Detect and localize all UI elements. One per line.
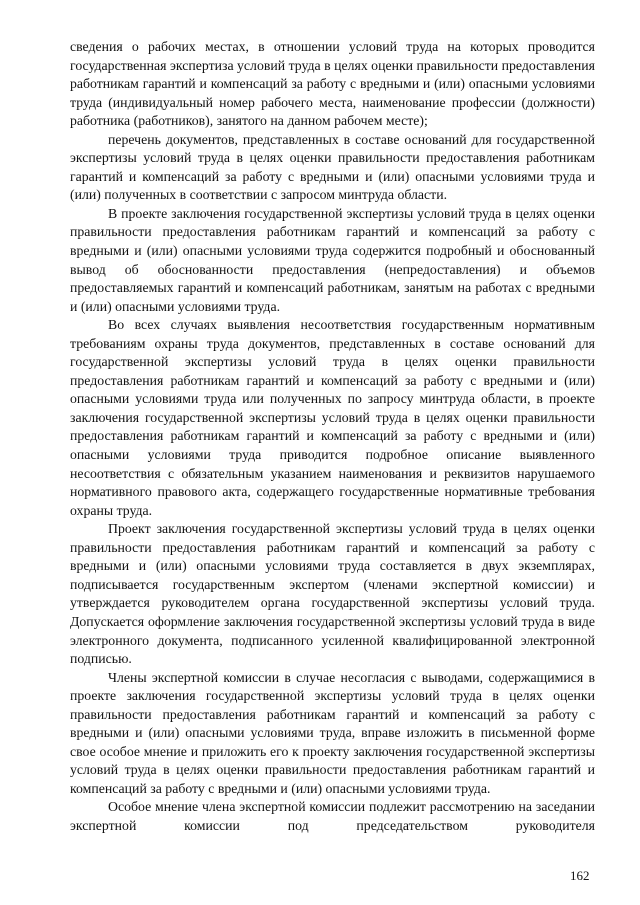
- paragraph-draft-signing: Проект заключения государственной экспертизы условий труда в целях оценки правильности предоставления работникам гарантий и компенсаций за работу с вредными и (или) опасными условиями труда составляется в двух экземплярах, подписывается государственным экспертом (членами экспертной комиссии) и утверждается руководителем органа государственной экспертизы условий труда. Допускается оформление заключения государственной экспертизы условий труда в виде электронного документа, подписанного усиленной квалифицированной электронной подписью.: [70, 521, 595, 667]
- paragraph-documents-list: перечень документов, представленных в составе оснований для государственной экспертизы условий труда в целях оценки правильности предоставления работникам гарантий и компенсаций за работу с вредными и (или) опасными условиями труда и (или) полученных в соответствии с запросом минтруда области.: [70, 131, 595, 203]
- body-text: [70, 38, 595, 836]
- paragraph-dissent-review: Особое мнение члена экспертной комиссии подлежит рассмотрению на заседании экспертной комиссии под председательством руководителя: [70, 799, 595, 833]
- paragraph-work-places: сведения о рабочих местах, в отношении условий труда на которых проводится государственная экспертиза условий труда в целях оценки правильности предоставления работникам гарантий и компенсаций за работу с вредными и (или) опасными условиями труда (индивидуальный номер рабочего места, наименование профессии (должности) работника (работников), занятого на данном рабочем месте);: [70, 39, 595, 129]
- paragraph-dissent: Члены экспертной комиссии в случае несогласия с выводами, содержащимися в проекте заключения государственной экспертизы условий труда в целях оценки правильности предоставления работникам гарантий и компенсаций за работу с вредными и (или) опасными условиями труда, вправе изложить в письменной форме свое особое мнение и приложить его к проекту заключения государственной экспертизы условий труда в целях оценки правильности предоставления работникам гарантий и компенсаций за работу с вредными и (или) опасными условиями труда.: [70, 669, 595, 796]
- paragraph-nonconformity: Во всех случаях выявления несоответствия государственным нормативным требованиям охраны труда документов, представленных в составе оснований для государственной экспертизы условий труда в целях оценки правильности предоставления работникам гарантий и компенсаций за работу с вредными и (или) опасными условиями труда или полученных по запросу минтруда области, в проекте заключения государственной экспертизы условий труда в целях оценки правильности предоставления работникам гарантий и компенсаций за работу с вредными и (или) опасными условиями труда приводится подробное описание выявленного несоответствия с обязательным указанием наименования и реквизитов нарушаемого нормативного правового акта, содержащего государственные нормативные требования охраны труда.: [70, 317, 595, 518]
- paragraph-draft-conclusion: В проекте заключения государственной экспертизы условий труда в целях оценки правильности предоставления работникам гарантий и компенсаций за работу с вредными и (или) опасными условиями труда содержится подробный и обоснованный вывод об обоснованности предоставления (непредоставления) и объемов предоставляемых гарантий и компенсаций работникам, занятым на работах с вредными и (или) опасными условиями труда.: [70, 205, 595, 314]
- page-number: 162: [570, 868, 590, 883]
